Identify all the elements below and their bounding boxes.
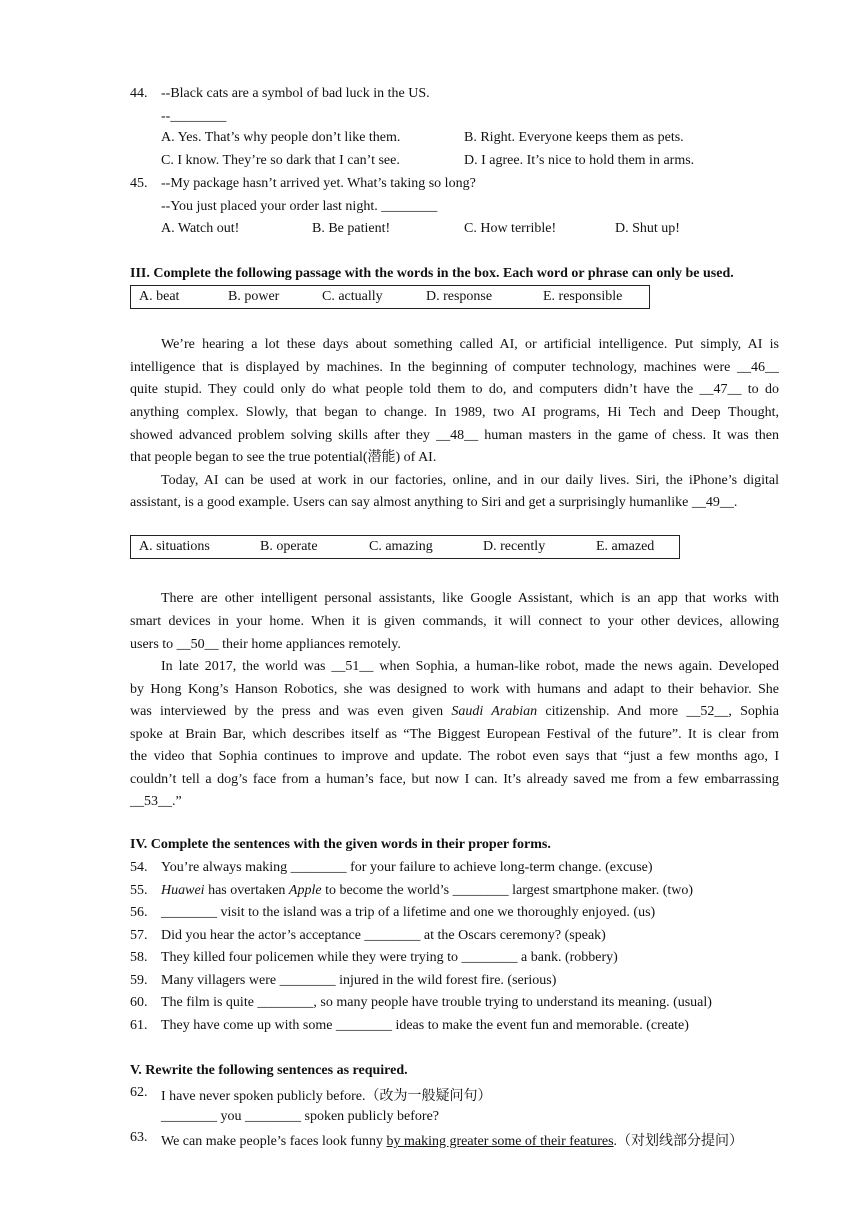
paragraph-line: quite stupid. They could only do what people told them to do, and computers didn’t have the __47__ to do	[130, 382, 779, 397]
paragraph-line: couldn’t tell a dog’s face from a human’s face, but now I can. It’s already saved me from a few embarrassing	[130, 772, 779, 787]
option-a: A. Watch out!	[161, 221, 240, 236]
question-number: 60.	[130, 995, 148, 1010]
word-option: B. power	[228, 289, 280, 304]
question-text: Did you hear the actor’s acceptance ________ at the Oscars ceremony? (speak)	[161, 928, 606, 943]
question-text: You’re always making ________ for your failure to achieve long-term change. (excuse)	[161, 860, 653, 875]
question-text: They killed four policemen while they were trying to ________ a bank. (robbery)	[161, 950, 618, 965]
question-number: 56.	[130, 905, 148, 920]
question-number: 61.	[130, 1018, 148, 1033]
question-56	[130, 905, 780, 927]
word-option: D. recently	[483, 539, 546, 554]
question-45	[130, 176, 780, 198]
option-c: C. I know. They’re so dark that I can’t see.	[161, 153, 400, 168]
option-c: C. How terrible!	[464, 221, 557, 236]
question-57	[130, 928, 780, 950]
question-number: 63.	[130, 1130, 148, 1145]
paragraph-line: by Hong Kong’s Hanson Robotics, she was designed to work with humans and adapt to their behavior. She	[130, 682, 779, 697]
option-d: D. I agree. It’s nice to hold them in arms.	[464, 153, 695, 168]
question-60	[130, 995, 780, 1017]
question-text	[161, 883, 693, 899]
text-run: We can make people’s faces look funny	[161, 1134, 387, 1149]
paragraph-line: anything complex. Slowly, that began to change. In 1989, two AI programs, Hi Tech and Deep Thought,	[130, 405, 779, 420]
question-44	[130, 86, 780, 108]
paragraph-line: There are other intelligent personal assistants, like Google Assistant, which is an app that works with	[161, 591, 779, 606]
paragraph-line: smart devices in your home. When it is given commands, it will connect to your other devices, allowing	[130, 614, 779, 629]
question-text: I have never spoken publicly before.（改为一般疑问句）	[161, 1089, 492, 1104]
italic-brand: Apple	[288, 883, 322, 898]
question-number: 59.	[130, 973, 148, 988]
word-option: E. amazed	[596, 539, 655, 554]
question-63	[130, 1130, 780, 1152]
question-61	[130, 1018, 780, 1040]
text-run: was interviewed by the press and was even given	[130, 704, 452, 719]
question-number: 45.	[130, 176, 148, 191]
text-run: citizenship. And more __52__, Sophia	[537, 704, 779, 719]
question-number: 62.	[130, 1085, 148, 1100]
section-3-heading: III. Complete the following passage with the words in the box. Each word or phrase can only be used.	[130, 266, 734, 281]
word-option: A. beat	[139, 289, 180, 304]
section-5-heading: V. Rewrite the following sentences as required.	[130, 1063, 408, 1078]
question-text: Many villagers were ________ injured in the wild forest fire. (serious)	[161, 973, 557, 988]
paragraph-line: showed advanced problem solving skills after they __48__ human masters in the game of chess. It was then	[130, 428, 779, 443]
question-62	[130, 1085, 780, 1107]
word-option: A. situations	[139, 539, 210, 554]
paragraph-line: In late 2017, the world was __51__ when Sophia, a human-like robot, made the news again. Developed	[161, 659, 779, 674]
question-stem: --My package hasn’t arrived yet. What’s taking so long?	[161, 176, 476, 191]
text-run: has overtaken	[204, 883, 289, 898]
option-b: B. Be patient!	[312, 221, 391, 236]
paragraph-line: spoke at Brain Bar, which describes itself as “The Biggest European Festival of the future”. It is clear from	[130, 727, 779, 742]
question-55	[130, 883, 780, 905]
section-4-heading: IV. Complete the sentences with the given words in their proper forms.	[130, 837, 551, 852]
paragraph-line: the video that Sophia continues to improve and update. The robot even says that “just a few months ago, I	[130, 749, 779, 764]
paragraph-line	[130, 701, 779, 724]
text-run: to become the world’s ________ largest smartphone maker. (two)	[321, 883, 694, 898]
question-54	[130, 860, 780, 882]
italic-country: Saudi Arabian	[451, 704, 538, 719]
question-number: 44.	[130, 86, 148, 101]
underlined-phrase: by making greater some of their features	[386, 1134, 614, 1149]
question-58	[130, 950, 780, 972]
paragraph-line: Today, AI can be used at work in our factories, online, and in our daily lives. Siri, the iPhone’s digital	[161, 473, 779, 488]
paragraph-line: intelligence that is displayed by machines. In the beginning of computer technology, machines were __46__	[130, 360, 779, 375]
question-text: They have come up with some ________ ideas to make the event fun and memorable. (create)	[161, 1018, 689, 1033]
question-number: 58.	[130, 950, 148, 965]
question-text: ________ visit to the island was a trip of a lifetime and one we thoroughly enjoyed. (us)	[161, 905, 656, 920]
word-box-1	[130, 285, 650, 309]
answer-blank: --________	[161, 109, 227, 124]
paragraph-line: assistant, is a good example. Users can say almost anything to Siri and get a surprisingly humanlike __49__.	[130, 495, 738, 510]
word-option: E. responsible	[543, 289, 623, 304]
question-number: 57.	[130, 928, 148, 943]
option-d: D. Shut up!	[615, 221, 680, 236]
paragraph-line: We’re hearing a lot these days about something called AI, or artificial intelligence. Put simply, AI is	[161, 337, 779, 352]
option-a: A. Yes. That’s why people don’t like them.	[161, 130, 401, 145]
italic-brand: Huawei	[161, 883, 205, 898]
word-box-2	[130, 535, 680, 559]
paragraph-line: __53__.”	[130, 794, 182, 809]
word-option: B. operate	[260, 539, 318, 554]
word-option: D. response	[426, 289, 493, 304]
question-reply: --You just placed your order last night. ________	[161, 199, 438, 214]
question-59	[130, 973, 780, 995]
question-text	[161, 1130, 743, 1150]
rewrite-answer-line: ________ you ________ spoken publicly before?	[161, 1109, 440, 1124]
text-run: .（对划线部分提问）	[613, 1134, 744, 1149]
option-b: B. Right. Everyone keeps them as pets.	[464, 130, 684, 145]
paragraph-line: users to __50__ their home appliances remotely.	[130, 637, 401, 652]
question-number: 54.	[130, 860, 148, 875]
question-stem: --Black cats are a symbol of bad luck in the US.	[161, 86, 430, 101]
question-number: 55.	[130, 883, 148, 898]
question-text: The film is quite ________, so many people have trouble trying to understand its meaning. (usual)	[161, 995, 712, 1010]
word-option: C. amazing	[369, 539, 433, 554]
paragraph-line: that people began to see the true potential(潜能) of AI.	[130, 450, 437, 465]
word-option: C. actually	[322, 289, 383, 304]
